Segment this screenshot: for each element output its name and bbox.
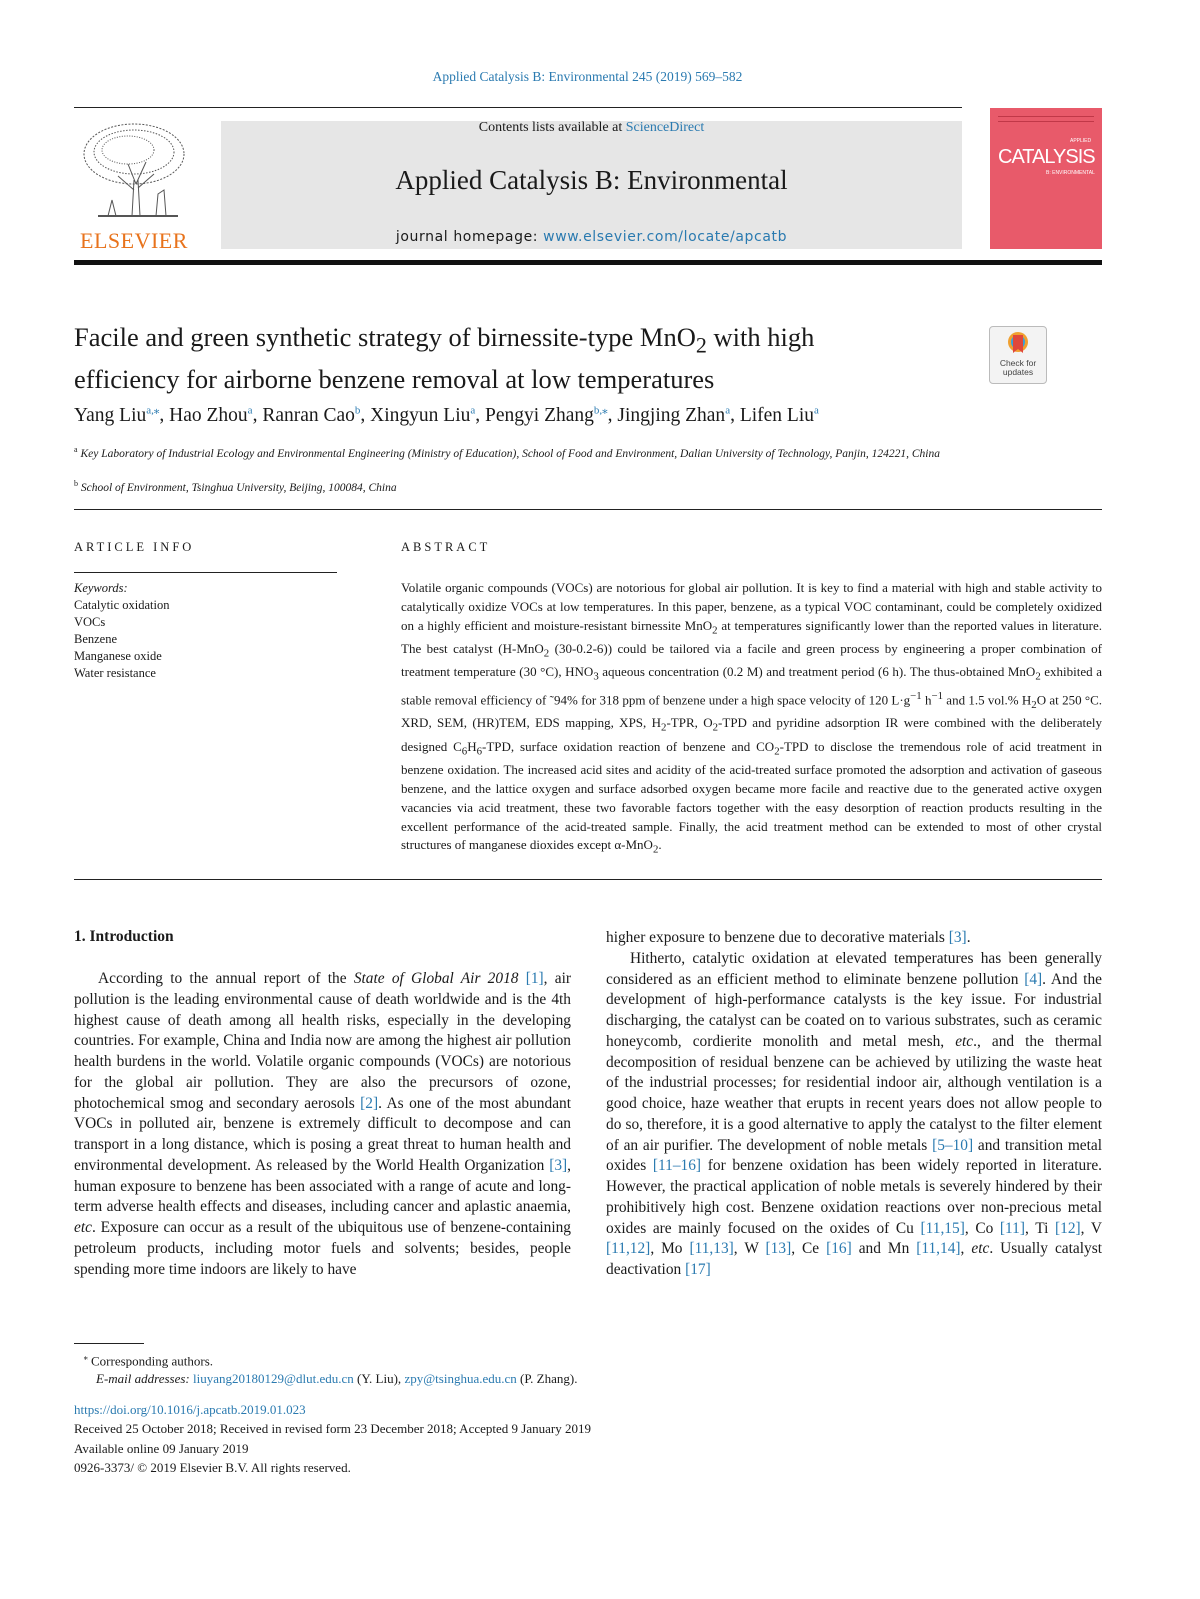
citation-link[interactable]: [11–16]	[652, 1157, 702, 1175]
article-info-rule	[74, 572, 337, 573]
citation-link[interactable]: [17]	[685, 1261, 711, 1278]
author[interactable]: Ranran Cao$^b$	[262, 404, 361, 426]
elsevier-logo[interactable]	[74, 120, 194, 253]
citation-link[interactable]: [3]	[549, 1156, 568, 1174]
keywords-label: Keywords:	[74, 581, 128, 595]
body-column-left	[74, 969, 571, 1280]
citation-link[interactable]: [12]	[1055, 1219, 1081, 1237]
journal-cover-thumbnail[interactable]	[990, 108, 1102, 249]
header-bottom-rule	[74, 260, 1102, 265]
footnote-rule	[74, 1343, 144, 1344]
citation-link[interactable]: [3]	[948, 929, 967, 946]
corresponding-author-footnote: ⁎ Corresponding authors. E-mail addresses: liuyang20180129@dlut.edu.cn (Y. Liu), zpy@tsinghua.edu.cn (P. Zhang).	[83, 1353, 578, 1387]
bookmark-icon	[1006, 331, 1030, 359]
abstract-end-rule	[74, 879, 1102, 880]
doi-link[interactable]: https://doi.org/10.1016/j.apcatb.2019.01.023	[74, 1402, 306, 1417]
abstract-text: Volatile organic compounds (VOCs) are notorious for global air pollution. It is key to find a material with high and stable activity to catalytically oxidize VOCs at low temperatures. In this paper, benzene, as a typical VOC contaminant, could be completely oxidized on a highly efficient and moisture-resistant birnessite MnO$_2$ at temperatures significantly lower than the reported values in literature. The best catalyst (H-MnO$_2$ (30-0.2-6)) could be tailored via a facile and green process by engineering a proper combination of treatment temperature (30 °C), $HNO_3$ aqueous concentration (0.2 M) and treatment period (6 h). The thus-obtained MnO$_2$ exhibited a stable removal efficiency of ˜94% for 318 ppm of benzene under a high space velocity of 120 $L\cdot g^{-1}$ $h^{-1}$ and 1.5 vol.% $H_2O$ at 250 °C. XRD, SEM, (HR)TEM, EDS mapping, XPS, $H_2$-TPR, $O_2$-TPD and pyridine adsorption IR were combined with the deliberately designed $C_6H_6$-TPD, surface oxidation reaction of benzene and $CO_2$-TPD to disclose the tremendous role of acid treatment in benzene oxidation. The increased acid sites and acidity of the acid-treated surface promoted the adsorption and activation of gaseous benzene, and the lattice oxygen and surface adsorbed oxygen became more facile and reactive due to the generated active oxygen vacancies via acid treatment, these two favorable factors together with the easy desorption of reaction products resulting in the excellent performance of the acid-treated sample. Finally, the acid treatment method can be extended to most of other crystal structures of manganese dioxides except α-MnO$_2$.	[401, 580, 1103, 857]
copyright: 0926-3373/ © 2019 Elsevier B.V. All rights reserved.	[74, 1459, 351, 1475]
homepage-prefix: journal homepage:	[395, 229, 544, 245]
journal-reference[interactable]: Applied Catalysis B: Environmental 245 (2019) 569–582	[432, 69, 743, 84]
author[interactable]: Pengyi Zhang$^{b,⁎}$	[485, 404, 608, 426]
affiliation-b: $^b$ School of Environment, Tsinghua University, Beijing, 100084, China	[74, 479, 397, 494]
section-rule	[74, 509, 1102, 510]
contents-prefix: Contents lists available at	[478, 120, 626, 135]
abstract-heading: ABSTRACT	[401, 540, 491, 554]
keyword: Catalytic oxidation	[74, 598, 170, 612]
sciencedirect-link[interactable]: ScienceDirect	[625, 120, 705, 135]
article-info-heading: ARTICLE INFO	[74, 540, 195, 554]
contents-availability	[221, 120, 962, 136]
homepage-link[interactable]: www.elsevier.com/locate/apcatb	[543, 229, 788, 245]
citation-link[interactable]: [11,12]	[606, 1240, 651, 1258]
cover-applied-label: APPLIED	[1070, 138, 1092, 144]
citation-link[interactable]: [5–10]	[932, 1136, 974, 1154]
elsevier-wordmark: ELSEVIER	[80, 228, 188, 253]
keyword: Manganese oxide	[74, 649, 162, 663]
author-list: Yang Liu$^{a,⁎}$, Hao Zhou$^a$, Ranran Cao$^b$, Xingyun Liu$^a$, Pengyi Zhang$^{b,⁎}$, Jingjing Zhan$^a$, Lifen Liu$^a$	[74, 404, 819, 426]
publication-info	[74, 1400, 974, 1477]
citation-link[interactable]: [1]	[525, 970, 544, 987]
citation-link[interactable]: [13]	[765, 1240, 792, 1258]
elsevier-tree-icon	[78, 120, 190, 222]
header-top-rule	[74, 107, 962, 108]
keyword: VOCs	[74, 615, 106, 629]
keywords-list	[74, 580, 337, 682]
author[interactable]: Jingjing Zhan$^a$	[617, 404, 731, 426]
body-column-right	[606, 928, 1102, 1281]
affiliation-a: $^a$ Key Laboratory of Industrial Ecology and Environmental Engineering (Ministry of Education), School of Food and Environment, Dalian University of Technology, Panjin, 124221, China	[74, 445, 940, 460]
cover-header-lines	[998, 116, 1094, 122]
article-title: Facile and green synthetic strategy of birnessite-type MnO$_2$ with high efficiency for airborne benzene removal at low temperatures	[74, 322, 815, 395]
citation-link[interactable]: [2]	[360, 1094, 379, 1112]
introduction-heading: 1. Introduction	[74, 928, 174, 945]
paragraph: Hitherto, catalytic oxidation at elevated temperatures has been generally considered as an efficient method to eliminate benzene pollution [4]. And the development of high-performance catalysts is the key issue. For industrial discharging, the catalyst can be coated on to various substrates, such as ceramic honeycomb, cordierite monolith and metal mesh, etc., and the thermal decomposition of residual benzene can be achieved by utilizing the waste heat of the industrial processes; for residential indoor air, although ventilation is a good choice, haze weather that erupts in recent years does not allow people to do so, therefore, it is a good alternative to apply the catalyst to the filter element of an air purifier. The development of noble metals [5–10] and transition metal oxides [11–16] for benzene oxidation has been widely reported in literature. However, the practical application of noble metals is severely hindered by their prohibitively high cost. Benzene oxidation reactions over non-precious metal oxides are mainly focused on the oxides of Cu [11,15], Co [11], Ti [12], V [11,12], Mo [11,13], W [13], Ce [16] and Mn [11,14], etc. Usually catalyst deactivation [17]	[606, 949, 1103, 1278]
author[interactable]: Xingyun Liu$^a$	[370, 404, 476, 426]
received-dates: Received 25 October 2018; Received in revised form 23 December 2018; Accepted 9 January 2019	[74, 1421, 591, 1437]
keyword: Water resistance	[74, 666, 156, 680]
citation-link[interactable]: [11,14]	[916, 1240, 961, 1258]
email-link[interactable]: liuyang20180129@dlut.edu.cn	[193, 1371, 354, 1387]
author[interactable]: Hao Zhou$^a$	[169, 404, 253, 426]
author[interactable]: Lifen Liu$^a$	[739, 404, 819, 426]
cover-environmental-label: B: ENVIRONMENTAL	[1046, 170, 1095, 176]
email-link[interactable]: zpy@tsinghua.edu.cn	[404, 1371, 517, 1387]
author[interactable]: Yang Liu$^{a,⁎}$	[74, 404, 160, 426]
journal-name: Applied Catalysis B: Environmental	[395, 165, 788, 195]
badge-label: Check for updates	[999, 358, 1037, 377]
citation-link[interactable]: [16]	[826, 1240, 852, 1258]
citation-link[interactable]: [11]	[999, 1219, 1025, 1237]
citation-link[interactable]: [4]	[1024, 970, 1043, 988]
journal-homepage	[221, 229, 962, 245]
citation-link[interactable]: [11,13]	[689, 1240, 734, 1258]
check-for-updates-badge[interactable]	[989, 326, 1047, 384]
paragraph: higher exposure to benzene due to decorative materials [3].	[606, 929, 971, 946]
citation-link[interactable]: [11,15]	[920, 1219, 965, 1237]
keyword: Benzene	[74, 632, 118, 646]
paragraph: According to the annual report of the State of Global Air 2018 [1], air pollution is the leading environmental cause of death worldwide and is the 4th highest cause of death among all health risks, especially in the developing countries. For example, China and India now are among the highest air pollution health burdens in the world. Volatile organic compounds (VOCs) are notorious for the global air pollution. They are also the precursors of ozone, photochemical smog and secondary aerosols [2]. As one of the most abundant VOCs in polluted air, benzene is extremely difficult to decompose and can transport in a long distance, which is posing a great threat to human health and environmental development. As released by the World Health Organization [3], human exposure to benzene has been associated with a range of acute and long-term adverse health effects and diseases, including cancer and aplastic anaemia, etc. Exposure can occur as a result of the ubiquitous use of benzene-containing petroleum products, including motor fuels and solvents; besides, people spending more time indoors are likely to have	[74, 970, 571, 1278]
cover-title: CATALYSIS	[998, 146, 1095, 168]
online-date: Available online 09 January 2019	[74, 1440, 249, 1456]
